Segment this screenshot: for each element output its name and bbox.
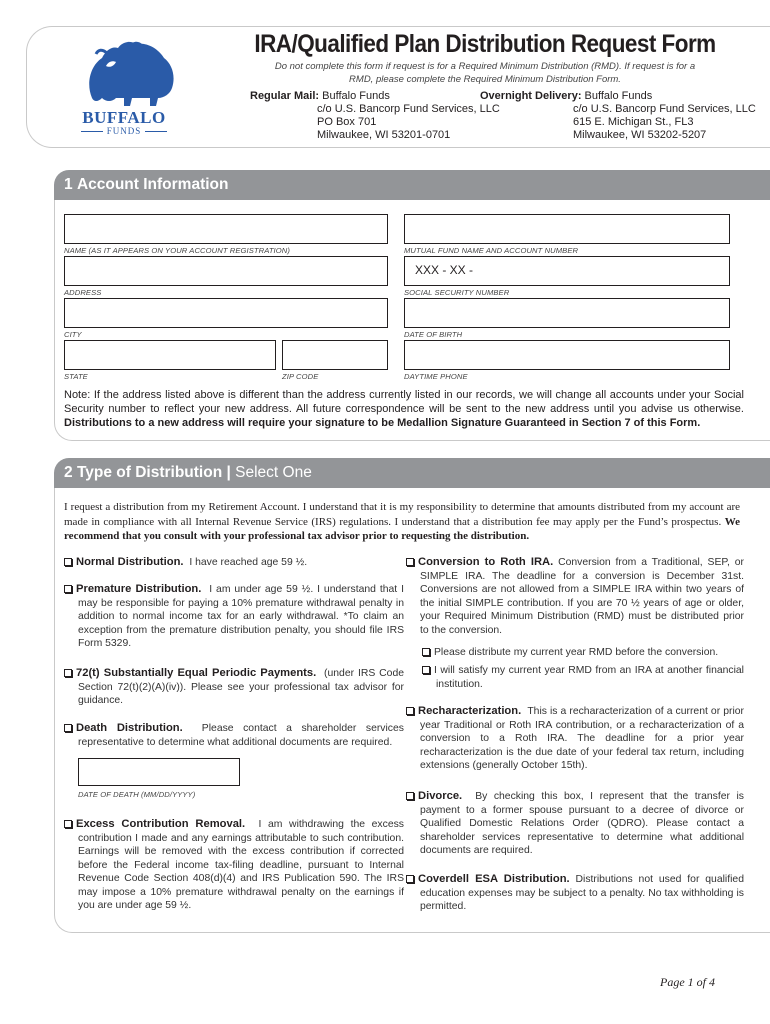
page-number: Page 1 of 4 — [660, 975, 715, 989]
state-label: STATE — [64, 372, 88, 381]
option-excess-contribution[interactable]: Excess Contribution Removal. I am withdrawing the excess contribution I made and any earnings attributable to such contribution. Earnings will be removed with the excess contribution if corrected before the Federal income tax-filing deadline, pursuant to Internal Revenue Code Section 408(d)(4) and IRS Publication 590. The IRS may impose a 10% premature withdrawal penalty on the earnings if you are under age 59 ½. — [64, 818, 404, 913]
option-death-distribution[interactable]: Death Distribution. Please contact a shareholder services representative to determine what additional documents are required. — [64, 722, 404, 749]
regular-mail-address: c/o U.S. Bancorp Fund Services, LLC PO Box 701 Milwaukee, WI 53201-0701 — [317, 103, 500, 141]
city-field[interactable] — [64, 298, 388, 328]
checkbox-icon[interactable] — [422, 666, 430, 674]
zip-field[interactable] — [282, 340, 388, 370]
checkbox-icon[interactable] — [64, 585, 72, 593]
address-label: ADDRESS — [64, 288, 102, 297]
ssn-label: SOCIAL SECURITY NUMBER — [404, 288, 510, 297]
roth-suboption-rmd-before[interactable]: Please distribute my current year RMD before the conversion. — [422, 646, 744, 660]
distribution-intro: I request a distribution from my Retirement Account. I understand that it is my responsibility to determine that amounts distributed from my account are made in compliance with all Internal Revenue Service (IRS) regulations. I understand that a distribution fee may apply per the Fund’s prospectus. We recommend that you consult with your professional tax advisor prior to requesting the distribution. — [64, 501, 741, 542]
death-date-label: DATE OF DEATH (MM/DD/YYYY) — [78, 790, 196, 799]
name-field[interactable] — [64, 214, 388, 244]
section2-title: 2 Type of Distribution | Select One — [64, 464, 312, 481]
address-field[interactable] — [64, 256, 388, 286]
option-divorce[interactable]: Divorce. By checking this box, I represent that the transfer is payment to a former spouse pursuant to a decree of divorce or Qualified Domestic Relations Order (QDRO). Please contact a shareholder services representative to determine what additional documents are required. — [406, 790, 744, 858]
ssn-prefix: XXX - XX - — [415, 263, 474, 277]
option-roth-conversion[interactable]: Conversion to Roth IRA. Conversion from a Traditional, SEP, or SIMPLE IRA. The deadline for a conversion is December 31st. Conversions are not allowed from a SIMPLE IRA within two years of the initial SIMPLE contribution. If you are 70 ½ years of age or older, your Required Minimum Distribution (RMD) must be distributed prior to the conversion. — [406, 556, 744, 637]
section1-title: 1 Account Information — [64, 176, 229, 193]
name-label: NAME (AS IT APPEARS ON YOUR ACCOUNT REGISTRATION) — [64, 246, 290, 255]
fund-account-field[interactable] — [404, 214, 730, 244]
checkbox-icon[interactable] — [64, 724, 72, 732]
checkbox-icon[interactable] — [64, 669, 72, 677]
address-change-note: Note: If the address listed above is different than the address currently listed in our records, we will change all accounts under your Social Security number to reflect your new address. All future correspondence will be sent to the new address until you advise us otherwise. Distributions to a new address will require your signature to be Medallion Signature Guaranteed in Section 7 of this Form. — [64, 389, 744, 429]
option-premature-distribution[interactable]: Premature Distribution. I am under age 59 ½. I understand that I may be responsible for paying a 10% premature withdrawal penalty in addition to normal income tax for an early withdrawal. *To claim an exception from the premature distribution penalty, you should file IRS Form 5329. — [64, 583, 404, 651]
option-recharacterization[interactable]: Recharacterization. This is a recharacterization of a current or prior year Traditional or Roth IRA contribution, or a recharacterization of a conversion to a Roth IRA. The deadline for a prior year recharacterization is the due date of your federal tax return, including extensions (generally October 15th). — [406, 705, 744, 773]
checkbox-icon[interactable] — [406, 558, 414, 566]
city-label: CITY — [64, 330, 82, 339]
checkbox-icon[interactable] — [422, 648, 430, 656]
death-date-field[interactable] — [78, 758, 240, 786]
checkbox-icon[interactable] — [406, 792, 414, 800]
ssn-field[interactable] — [404, 256, 730, 286]
overnight-delivery-label: Overnight Delivery: Buffalo Funds — [480, 90, 653, 102]
checkbox-icon[interactable] — [64, 820, 72, 828]
form-title: IRA/Qualified Plan Distribution Request Form — [254, 30, 716, 58]
form-subtitle: Do not complete this form if request is for a Required Minimum Distribution (RMD). If request is for a RMD, please complete the Required Minimum Distribution Form. — [274, 61, 696, 85]
checkbox-icon[interactable] — [64, 558, 72, 566]
regular-mail-label: Regular Mail: Buffalo Funds — [250, 90, 390, 102]
option-72t-payments[interactable]: 72(t) Substantially Equal Periodic Payments. (under IRS Code Section 72(t)(2)(A)(iv)). Please see your professional tax advisor for guidance. — [64, 667, 404, 708]
checkbox-icon[interactable] — [406, 875, 414, 883]
checkbox-icon[interactable] — [406, 707, 414, 715]
option-coverdell-esa[interactable]: Coverdell ESA Distribution. Distributions not used for qualified education expenses may be subject to a penalty. No tax withholding is permitted. — [406, 873, 744, 914]
zip-label: ZIP CODE — [282, 372, 319, 381]
logo-wordmark: BUFFALO — [82, 108, 166, 127]
dob-label: DATE OF BIRTH — [404, 330, 463, 339]
option-normal-distribution[interactable]: Normal Distribution. I have reached age 59 ½. — [64, 556, 404, 570]
state-field[interactable] — [64, 340, 276, 370]
roth-suboption-rmd-elsewhere[interactable]: I will satisfy my current year RMD from an IRA at another financial institution. — [422, 664, 744, 691]
logo-subtext: FUNDS — [72, 126, 176, 136]
phone-label: DAYTIME PHONE — [404, 372, 468, 381]
fund-account-label: MUTUAL FUND NAME AND ACCOUNT NUMBER — [404, 246, 579, 255]
dob-field[interactable] — [404, 298, 730, 328]
phone-field[interactable] — [404, 340, 730, 370]
overnight-delivery-address: c/o U.S. Bancorp Fund Services, LLC 615 E. Michigan St., FL3 Milwaukee, WI 53202-5207 — [573, 103, 756, 141]
